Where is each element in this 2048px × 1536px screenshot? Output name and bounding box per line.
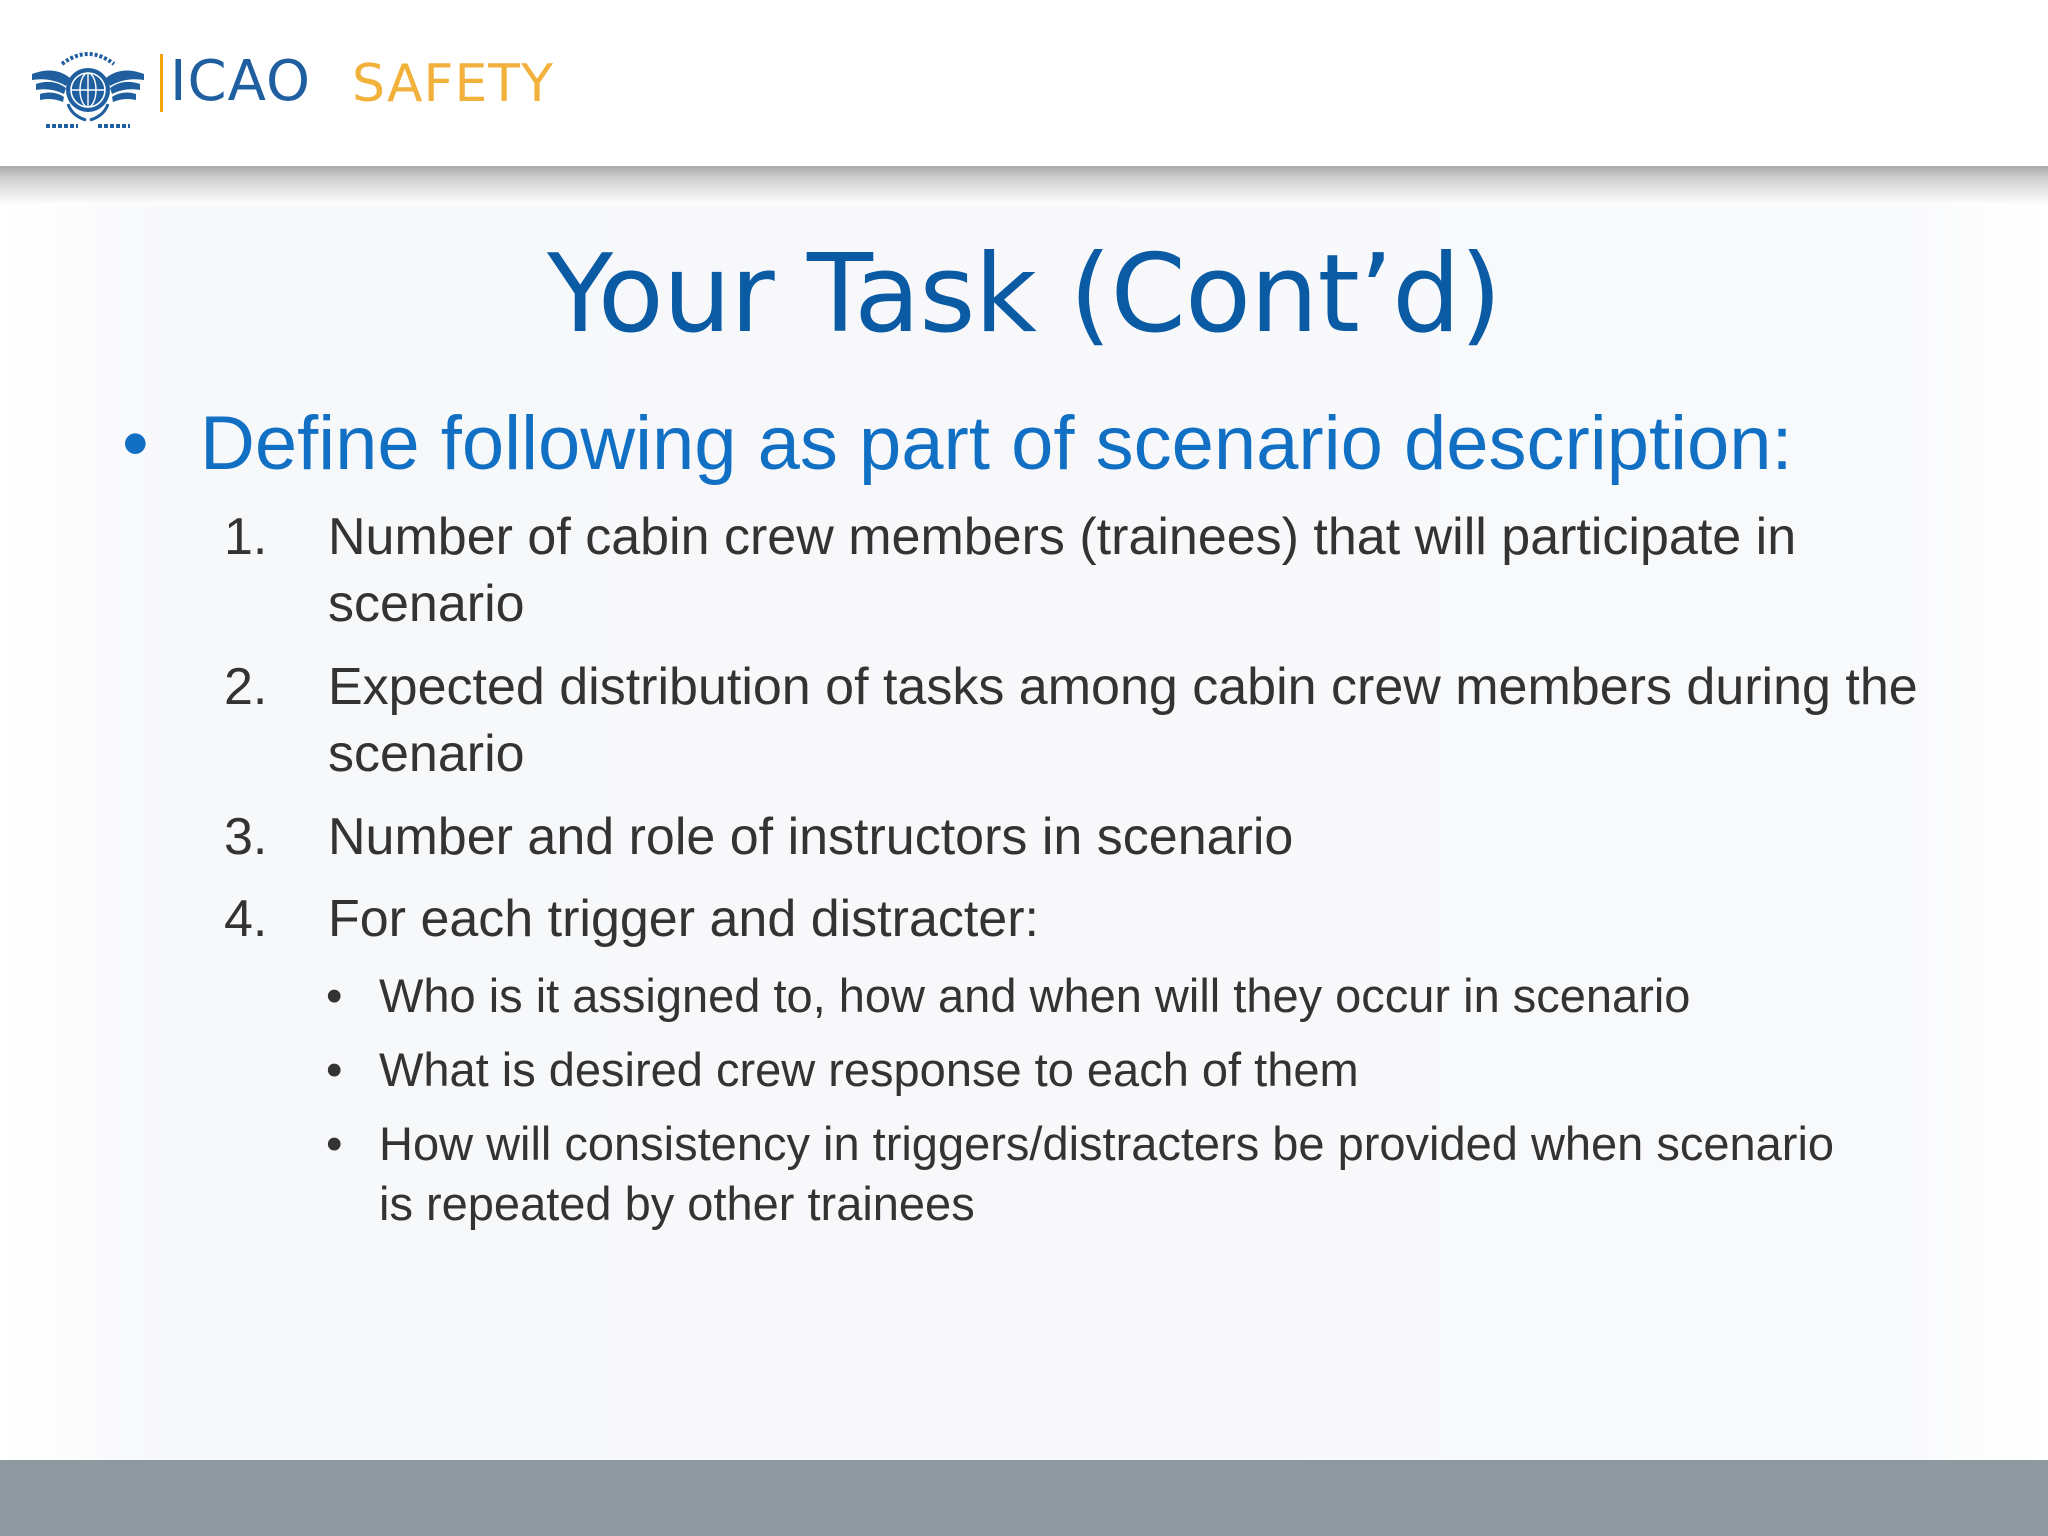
sub-bullet-marker: • — [326, 1043, 343, 1096]
item-number: 3. — [224, 808, 268, 866]
header-divider — [0, 166, 2048, 206]
item-number: 1. — [224, 508, 268, 566]
sub-bullet-marker: • — [326, 969, 343, 1022]
sub-bullet-text: Who is it assigned to, how and when will they occur in scenario — [379, 969, 1691, 1022]
sub-bullet-text: What is desired crew response to each of them — [379, 1043, 1359, 1096]
item-text: Number and role of instructors in scenario — [328, 808, 1294, 866]
bullet-marker: • — [122, 401, 149, 486]
item-number: 2. — [224, 658, 268, 716]
slide-title: Your Task (Cont’d) — [547, 232, 1501, 357]
sub-bullet-text: How will consistency in triggers/distracters be provided when scenario is repeated by other trainees — [379, 1117, 1835, 1230]
sub-bullet-marker: • — [326, 1117, 343, 1170]
footer-bar — [0, 1460, 2048, 1536]
main-bullet-text: Define following as part of scenario description: — [200, 401, 1793, 486]
icao-logo-text: ICAO — [170, 49, 312, 114]
program-label: SAFETY — [352, 54, 554, 114]
icao-emblem-icon — [28, 34, 148, 142]
item-text: Expected distribution of tasks among cabin crew members during the scenario — [328, 658, 1918, 783]
item-text: Number of cabin crew members (trainees) that will participate in scenario — [328, 508, 1797, 633]
item-number: 4. — [224, 890, 268, 948]
item-text: For each trigger and distracter: — [328, 890, 1039, 948]
slide-header — [0, 0, 2048, 166]
logo-separator — [160, 54, 163, 112]
